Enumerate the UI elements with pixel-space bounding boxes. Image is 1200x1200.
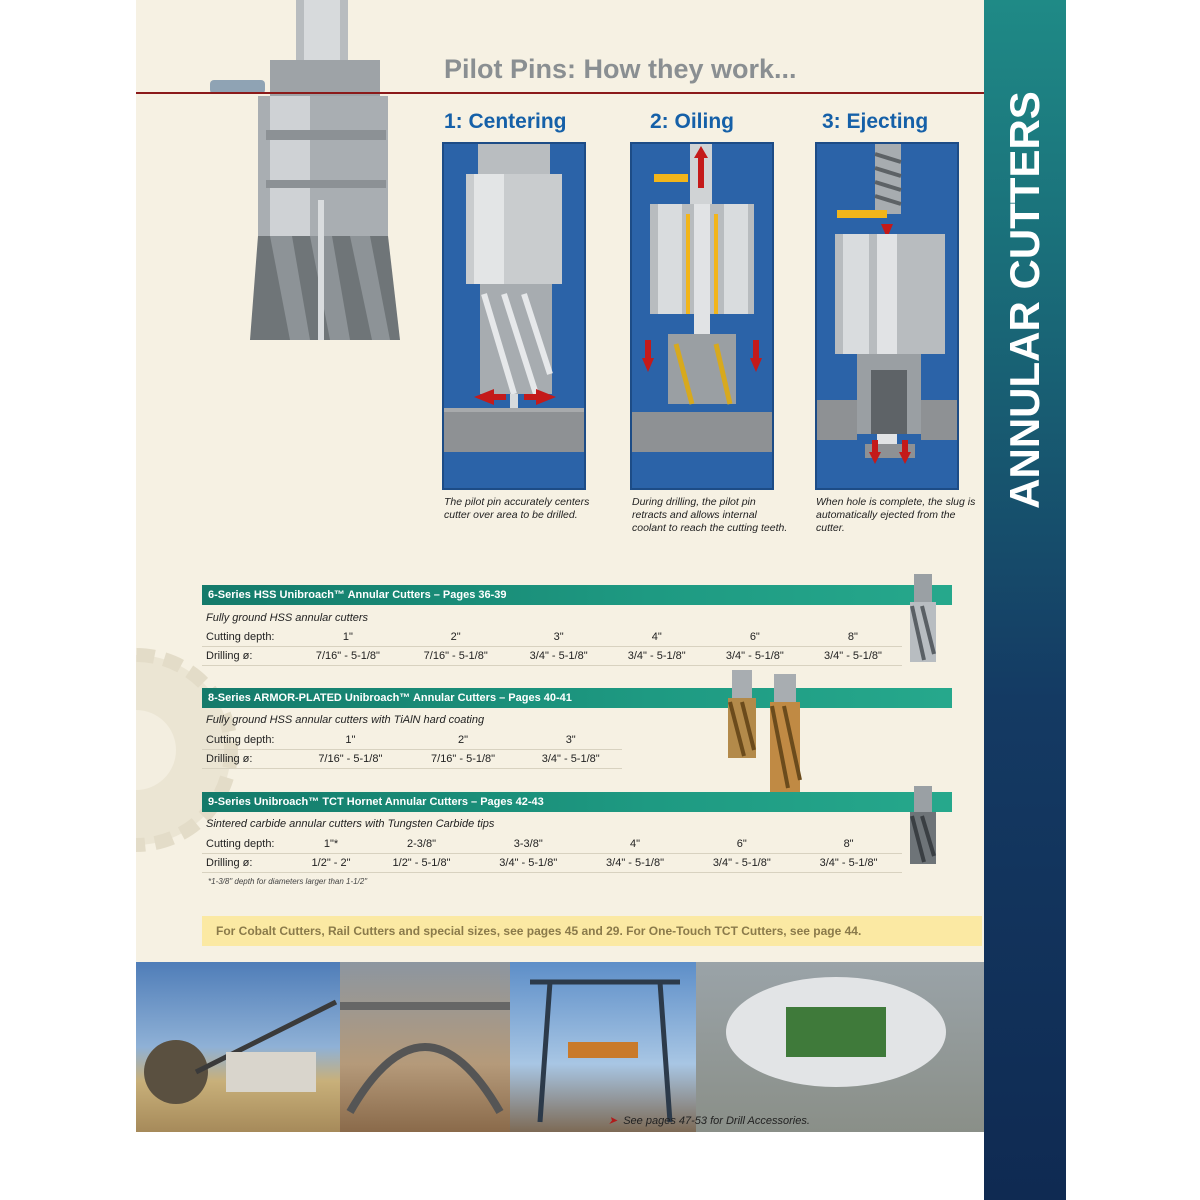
oiling-illustration: [632, 144, 772, 488]
table-row: [202, 750, 622, 769]
table-cell: 4": [582, 835, 689, 854]
series-8-subtitle: Fully ground HSS annular cutters with TiAlN hard coating: [206, 714, 485, 726]
step-caption-oiling: During drilling, the pilot pin retracts and allows internal coolant to reach the cutting teeth.: [632, 496, 788, 534]
table-cell: 3": [510, 628, 608, 647]
table-cell: 4": [608, 628, 706, 647]
table-cell: 1/2" - 5-1/8": [368, 854, 475, 873]
armor-plated-cutter-image: [724, 670, 824, 794]
stadium-photo: [696, 962, 984, 1132]
series-9-band: 9-Series Unibroach™ TCT Hornet Annular Cutters – Pages 42-43: [202, 792, 952, 812]
table-cell: 3/4" - 5-1/8": [608, 647, 706, 666]
table-cell: 2-3/8": [368, 835, 475, 854]
table-cell: 1"*: [294, 835, 368, 854]
table-cell: 8": [795, 835, 902, 854]
step-caption-ejecting: When hole is complete, the slug is automatically ejected from the cutter.: [816, 496, 976, 534]
table-cell: 3/4" - 5-1/8": [475, 854, 582, 873]
table-cell: 6": [706, 628, 804, 647]
ejecting-diagram: [815, 142, 959, 490]
series-6-table: [202, 628, 902, 666]
table-row: [202, 835, 902, 854]
hss-cutter-image: [908, 574, 938, 664]
table-cell: 3/4" - 5-1/8": [804, 647, 902, 666]
tct-cutter-image: [908, 786, 938, 866]
oiling-diagram: [630, 142, 774, 490]
series-9-footnote: *1-3/8" depth for diameters larger than 1-1/2": [208, 877, 368, 886]
table-cell: 7/16" - 5-1/8": [402, 647, 510, 666]
step-title-centering: 1: Centering: [444, 110, 567, 133]
table-cell: 2": [402, 628, 510, 647]
table-row: [202, 628, 902, 647]
cross-reference-note: For Cobalt Cutters, Rail Cutters and special sizes, see pages 45 and 29. For One-Touch TCT Cutters, see page 44.: [202, 916, 982, 946]
table-cell: 1": [294, 628, 402, 647]
step-title-ejecting: 3: Ejecting: [822, 110, 929, 133]
table-cell: 3": [519, 731, 622, 750]
section-label: ANNULAR CUTTERS: [1001, 91, 1048, 509]
table-cell: 3/4" - 5-1/8": [795, 854, 902, 873]
row-label: Cutting depth:: [202, 835, 294, 854]
series-8-table: [202, 731, 622, 769]
crane-photo: [510, 962, 696, 1132]
cutter-illustration: [200, 0, 420, 360]
row-label: Drilling ø:: [202, 750, 294, 769]
series-6-band: 6-Series HSS Unibroach™ Annular Cutters – Pages 36-39: [202, 585, 952, 605]
step-title-oiling: 2: Oiling: [650, 110, 734, 133]
row-label: Cutting depth:: [202, 731, 294, 750]
bridge-photo: [340, 962, 510, 1132]
centering-diagram: [442, 142, 586, 490]
table-cell: 3/4" - 5-1/8": [519, 750, 622, 769]
page-title: Pilot Pins: How they work...: [444, 54, 797, 84]
series-9-subtitle: Sintered carbide annular cutters with Tungsten Carbide tips: [206, 818, 495, 830]
table-cell: 3/4" - 5-1/8": [706, 647, 804, 666]
series-9-table: [202, 835, 902, 873]
table-cell: 3/4" - 5-1/8": [582, 854, 689, 873]
accessories-reference-text: See pages 47-53 for Drill Accessories.: [623, 1115, 810, 1127]
table-cell: 2": [407, 731, 520, 750]
table-cell: 1": [294, 731, 407, 750]
table-cell: 7/16" - 5-1/8": [294, 750, 407, 769]
table-row: [202, 731, 622, 750]
table-cell: 3/4" - 5-1/8": [510, 647, 608, 666]
series-8-band: 8-Series ARMOR-PLATED Unibroach™ Annular Cutters – Pages 40-41: [202, 688, 952, 708]
excavator-photo: [136, 962, 340, 1132]
arrow-right-icon: ➤: [608, 1115, 618, 1127]
title-rule: [136, 92, 984, 94]
application-photos: [136, 962, 984, 1132]
table-cell: 1/2" - 2": [294, 854, 368, 873]
table-cell: 3-3/8": [475, 835, 582, 854]
row-label: Cutting depth:: [202, 628, 294, 647]
centering-illustration: [444, 144, 584, 488]
table-cell: 6": [688, 835, 795, 854]
table-cell: 8": [804, 628, 902, 647]
table-row: [202, 854, 902, 873]
step-caption-centering: The pilot pin accurately centers cutter over area to be drilled.: [444, 496, 590, 521]
table-cell: 7/16" - 5-1/8": [407, 750, 520, 769]
table-cell: 3/4" - 5-1/8": [688, 854, 795, 873]
ejecting-illustration: [817, 144, 957, 488]
row-label: Drilling ø:: [202, 647, 294, 666]
series-6-subtitle: Fully ground HSS annular cutters: [206, 612, 369, 624]
accessories-reference: [608, 1114, 810, 1127]
table-cell: 7/16" - 5-1/8": [294, 647, 402, 666]
row-label: Drilling ø:: [202, 854, 294, 873]
table-row: [202, 647, 902, 666]
